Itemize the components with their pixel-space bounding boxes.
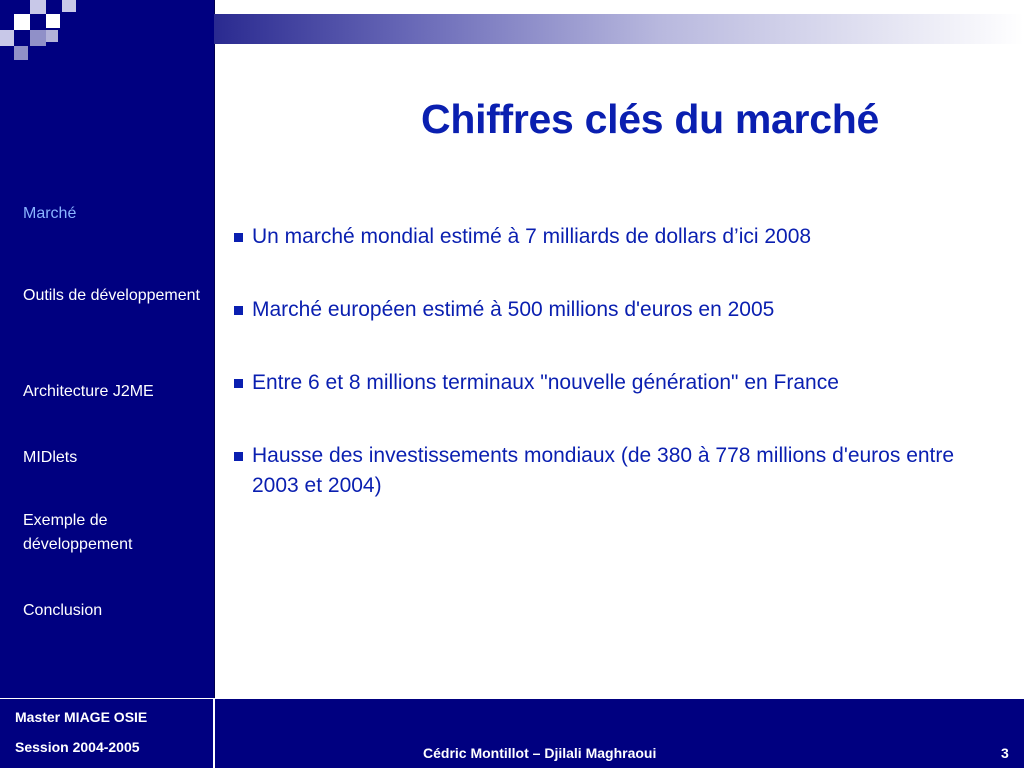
footer-divider	[213, 698, 215, 768]
sidebar-item-marche[interactable]: Marché	[23, 205, 77, 222]
sidebar-item-outils[interactable]: Outils de développement	[23, 287, 200, 304]
square-bullet-icon	[234, 233, 243, 242]
bullet-item	[232, 222, 1002, 252]
bullet-item	[232, 368, 1002, 398]
bullet-text: Entre 6 et 8 millions terminaux "nouvelle génération" en France	[252, 371, 839, 394]
footer-session: Session 2004-2005	[15, 739, 140, 755]
page-number: 3	[1001, 745, 1009, 761]
bullet-item	[232, 295, 1002, 325]
footer-authors: Cédric Montillot – Djilali Maghraoui	[423, 745, 657, 761]
sidebar-item-architecture[interactable]: Architecture J2ME	[23, 383, 154, 400]
slide-title: Chiffres clés du marché	[421, 96, 879, 142]
sidebar-nav	[0, 0, 215, 698]
sidebar-item-conclusion[interactable]: Conclusion	[23, 602, 103, 619]
bullet-text: Hausse des investissements mondiaux (de 380 à 778 millions d'euros entre 2003 et 2004)	[252, 444, 955, 497]
square-bullet-icon	[234, 306, 243, 315]
bullet-text: Marché européen estimé à 500 millions d'euros en 2005	[252, 298, 775, 321]
bullet-text: Un marché mondial estimé à 7 milliards de dollars d’ici 2008	[252, 225, 812, 248]
header-gradient-band	[214, 14, 1024, 44]
footer-program: Master MIAGE OSIE	[15, 709, 148, 725]
footer	[0, 698, 1024, 768]
bullet-list	[232, 222, 1002, 544]
square-bullet-icon	[234, 379, 243, 388]
bullet-item	[232, 441, 1002, 501]
square-bullet-icon	[234, 452, 243, 461]
footer-divider	[0, 698, 1024, 699]
sidebar-item-exemple[interactable]: Exemple de développement	[23, 512, 133, 553]
sidebar-item-midlets[interactable]: MIDlets	[23, 449, 78, 466]
